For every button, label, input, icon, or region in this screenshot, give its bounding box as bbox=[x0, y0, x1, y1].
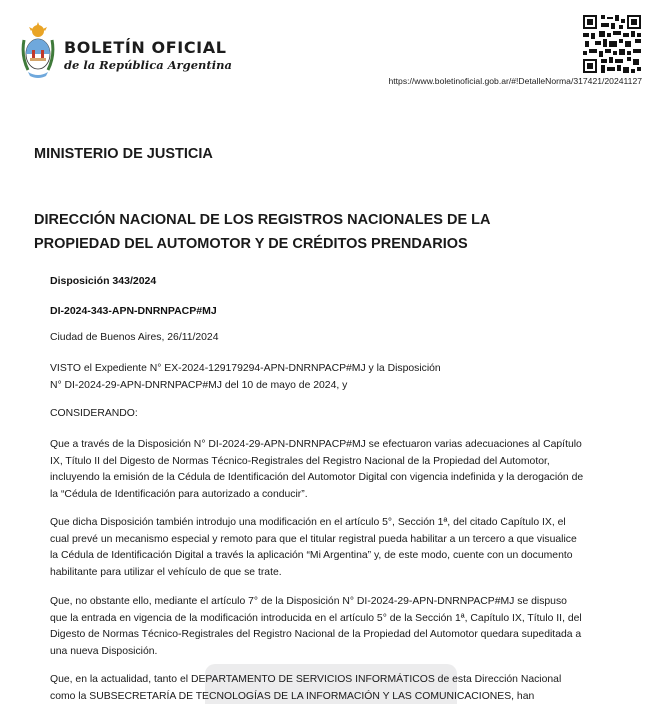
disposition-title: Disposición 343/2024 bbox=[50, 275, 156, 287]
considerando-heading: CONSIDERANDO: bbox=[50, 406, 640, 423]
paragraph-2 bbox=[50, 515, 640, 581]
paragraph-1 bbox=[50, 437, 640, 503]
coat-of-arms-icon bbox=[20, 22, 56, 80]
paragraph-line: una nueva Disposición. bbox=[50, 644, 640, 661]
paragraph-line: Que a través de la Disposición N° DI-2024-29-APN-DNRNPACP#MJ se efectuaron varias adecuaciones al Capítulo bbox=[50, 437, 640, 454]
paragraph-3 bbox=[50, 594, 640, 660]
visto-line: N° DI-2024-29-APN-DNRNPACP#MJ del 10 de mayo de 2024, y bbox=[50, 378, 640, 395]
paragraph-line: habilitante para utilizar el vehículo de que se trate. bbox=[50, 565, 640, 582]
brand bbox=[64, 38, 232, 73]
paragraph-line: que la entrada en vigencia de la modificación introducida en el artículo 5° de la Sección 1ª, Capítulo IX, Título II, del bbox=[50, 611, 640, 628]
place-date: Ciudad de Buenos Aires, 26/11/2024 bbox=[50, 330, 640, 347]
visto-line: VISTO el Expediente N° EX-2024-129179294-APN-DNRNPACP#MJ y la Disposición bbox=[50, 361, 640, 378]
paragraph-line: la “Cédula de Identificación para autorizado a conducir”. bbox=[50, 487, 640, 504]
ministry-heading: MINISTERIO DE JUSTICIA bbox=[34, 146, 213, 162]
header bbox=[0, 0, 663, 100]
paragraph-line: Que, en la actualidad, tanto el DEPARTAMENTO DE SERVICIOS INFORMÁTICOS de esta Dirección Nacional bbox=[50, 672, 640, 689]
paragraph-line: como la SUBSECRETARÍA DE TECNOLOGÍAS DE LA INFORMACIÓN Y LAS COMUNICACIONES, han bbox=[50, 689, 640, 705]
paragraph-line: la Cédula de Identificación Digital a través la aplicación “Mi Argentina” y, de este modo, cuente con un documento bbox=[50, 548, 640, 565]
paragraph-line: IX, Título II del Digesto de Normas Técnico-Registrales del Registro Nacional de la Propiedad del Automotor, bbox=[50, 454, 640, 471]
direction-line-1: DIRECCIÓN NACIONAL DE LOS REGISTROS NACIONALES DE LA bbox=[34, 208, 634, 232]
direction-heading bbox=[34, 208, 634, 256]
paragraph-line: Que dicha Disposición también introdujo una modificación en el artículo 5°, Sección 1ª, del citado Capítulo IX, el bbox=[50, 515, 640, 532]
brand-subtitle: de la República Argentina bbox=[64, 57, 232, 73]
paragraph-line: cual prevé un mecanismo especial y remoto para que el titular registral pueda habilitar a un tercero a que visualice bbox=[50, 532, 640, 549]
paragraph-line: Que, no obstante ello, mediante el artículo 7° de la Disposición N° DI-2024-29-APN-DNRNPACP#MJ se dispuso bbox=[50, 594, 640, 611]
visto-paragraph bbox=[50, 361, 640, 394]
paragraph-4 bbox=[50, 672, 640, 705]
paragraph-line: Digesto de Normas Técnico-Registrales del Registro Nacional de la Propiedad del Automotor quedara supeditada a bbox=[50, 627, 640, 644]
document-url[interactable]: https://www.boletinoficial.gob.ar/#!DetalleNorma/317421/20241127 bbox=[388, 76, 642, 86]
disposition-code: DI-2024-343-APN-DNRNPACP#MJ bbox=[50, 305, 217, 317]
direction-line-2: PROPIEDAD DEL AUTOMOTOR Y DE CRÉDITOS PRENDARIOS bbox=[34, 232, 634, 256]
brand-title: BOLETÍN OFICIAL bbox=[64, 38, 232, 57]
paragraph-line: incluyendo la emisión de la Cédula de Identificación del Automotor Digital con vigencia indefinida y la derogación de bbox=[50, 470, 640, 487]
qr-code-icon[interactable] bbox=[583, 15, 641, 73]
